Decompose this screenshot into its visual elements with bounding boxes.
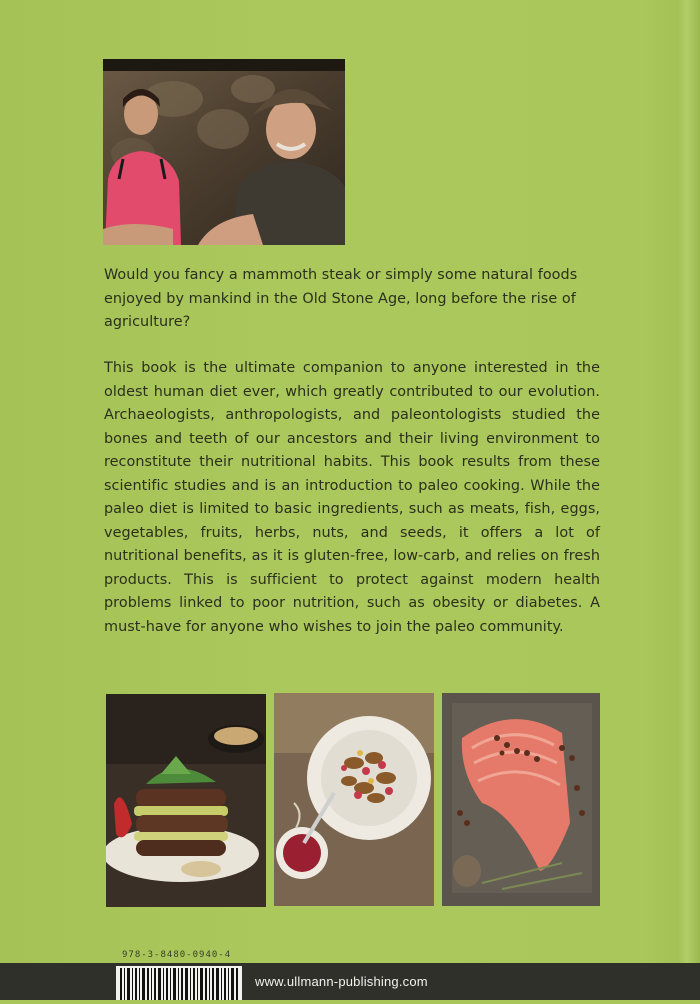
publisher-website: www.ullmann-publishing.com [255,974,428,989]
author-photo-illustration [103,59,345,245]
food-photo-vegetable-plate [274,693,434,906]
food-photo-burger-illustration [106,694,266,907]
blurb-paragraph-intro: Would you fancy a mammoth steak or simply some natural foods enjoyed by mankind in the Old Stone Age, long before the rise of agriculture? [104,267,578,330]
food-photo-salmon [442,693,600,906]
barcode [116,966,242,1000]
isbn-number: 978-3-8480-0940-4 [122,950,232,960]
blurb-paragraph-description: This book is the ultimate companion to anyone interested in the oldest human diet ever, which greatly contributed to our evolution. Archaeologists, anthropologists, and paleontologists studied the bones and teeth of our ancestors and their living environment to reconstitute their nutritional habits. This book results from these scientific studies and is an introduction to paleo cooking. While the paleo diet is limited to basic ingredients, such as meats, fish, eggs, vegetables, fruits, herbs, nuts, and seeds, it offers a lot of nutritional benefits, as it is gluten-free, low-carb, and relies on fresh products. This is sufficient to protect against modern health problems linked to poor nutrition, such as obesity or diabetes. A must-have for anyone who wishes to join the paleo community. [104,360,600,635]
barcode-bars [116,966,242,1000]
food-photo-burger [106,694,266,907]
cover-edge [678,0,700,1000]
food-photo-vegetable-plate-illustration [274,693,434,906]
author-photo [103,59,345,245]
food-photo-salmon-illustration [442,693,600,906]
